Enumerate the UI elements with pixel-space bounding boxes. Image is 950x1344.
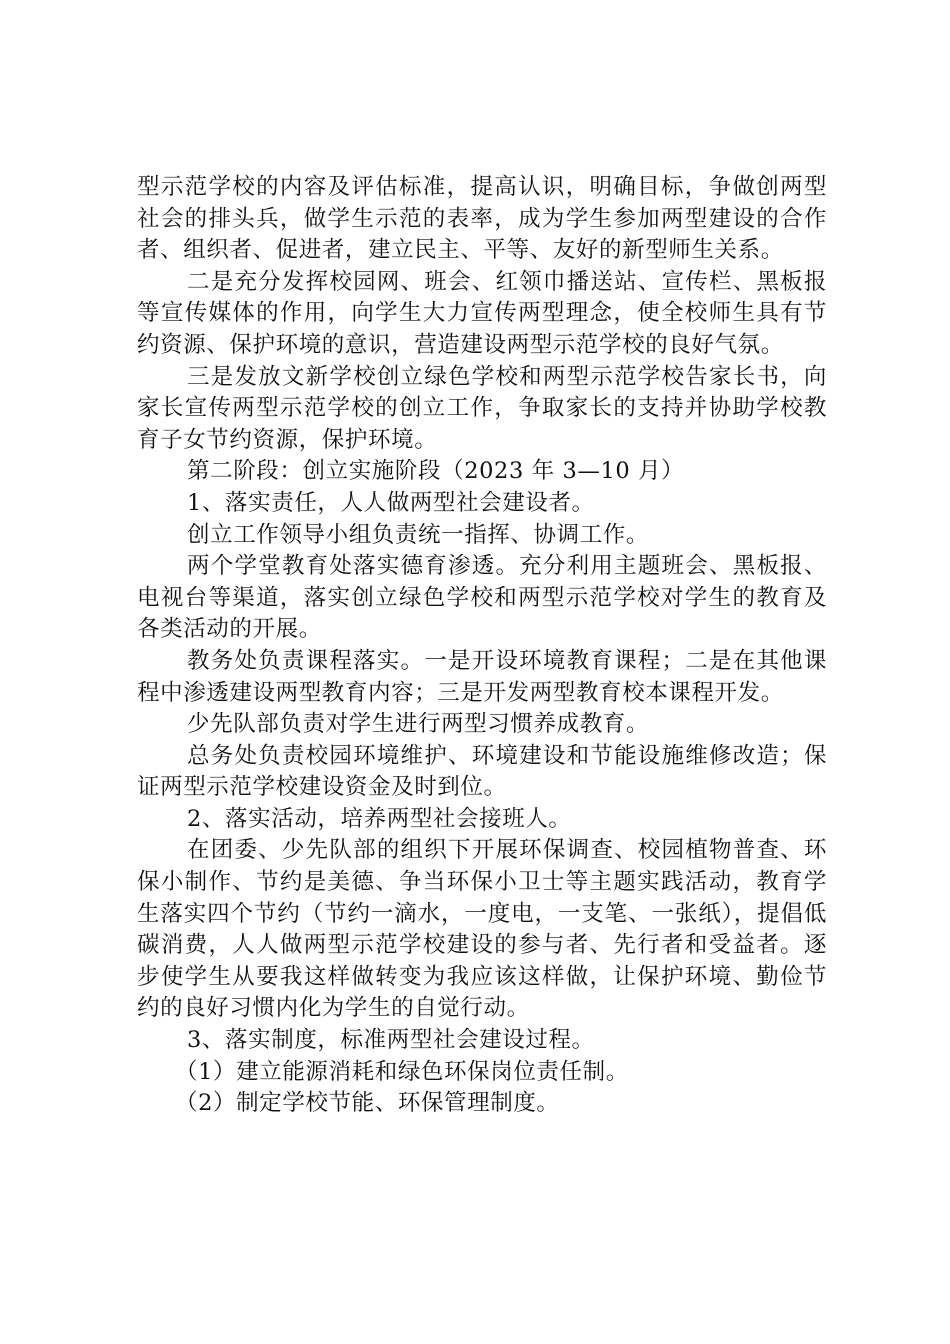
paragraph-continuation: 型示范学校的内容及评估标准，提高认识，明确目标，争做创两型社会的排头兵，做学生示范的表率，成为学生参加两型建设的合作者、组织者、促进者，建立民主、平等、友好的新型师生关系。 — [137, 174, 827, 264]
paragraph-moral-education: 两个学堂教育处落实德育渗透。充分利用主题班会、黑板报、电视台等渠道，落实创立绿色学校和两型示范学校对学生的教育及各类活动的开展。 — [137, 553, 827, 643]
paragraph-leadership: 创立工作领导小组负责统一指挥、协调工作。 — [187, 521, 650, 548]
paragraph-item-three: 三是发放文新学校创立绿色学校和两型示范学校告家长书，向家长宣传两型示范学校的创立工作，争取家长的支持并协助学校教育子女节约资源，保护环境。 — [137, 363, 827, 453]
subheading-activities: 2、落实活动，培养两型社会接班人。 — [187, 805, 572, 832]
document-body — [137, 172, 827, 1120]
paragraph-item-two: 二是充分发挥校园网、班会、红领巾播送站、宣传栏、黑板报等宣传媒体的作用，向学生大力宣传两型理念，使全校师生具有节约资源、保护环境的意识，营造建设两型示范学校的良好气氛。 — [137, 268, 827, 358]
section-heading-stage-two: 第二阶段：创立实施阶段（2023 年 3—10 月） — [187, 458, 685, 485]
list-item-2: （2）制定学校节能、环保管理制度。 — [175, 1090, 560, 1117]
paragraph-young-pioneers: 少先队部负责对学生进行两型习惯养成教育。 — [187, 711, 650, 738]
subheading-system: 3、落实制度，标准两型社会建设过程。 — [187, 1027, 595, 1054]
paragraph-activities-detail: 在团委、少先队部的组织下开展环保调查、校园植物普查、环保小制作、节约是美德、争当环保小卫士等主题实践活动，教育学生落实四个节约（节约一滴水，一度电，一支笔、一张纸），提倡低碳消费，人人做两型示范学校建设的参与者、先行者和受益者。逐步使学生从要我这样做转变为我应该这样做，让保护环境、勤俭节约的良好习惯内化为学生的自觉行动。 — [137, 837, 827, 1022]
paragraph-general-affairs: 总务处负责校园环境维护、环境建设和节能设施维修改造；保证两型示范学校建设资金及时到位。 — [137, 742, 827, 801]
paragraph-curriculum: 教务处负责课程落实。一是开设环境教育课程；二是在其他课程中渗透建设两型教育内容；三是开发两型教育校本课程开发。 — [137, 647, 827, 706]
list-item-1: （1）建立能源消耗和绿色环保岗位责任制。 — [175, 1058, 629, 1085]
subheading-responsibility: 1、落实责任，人人做两型社会建设者。 — [187, 489, 595, 516]
